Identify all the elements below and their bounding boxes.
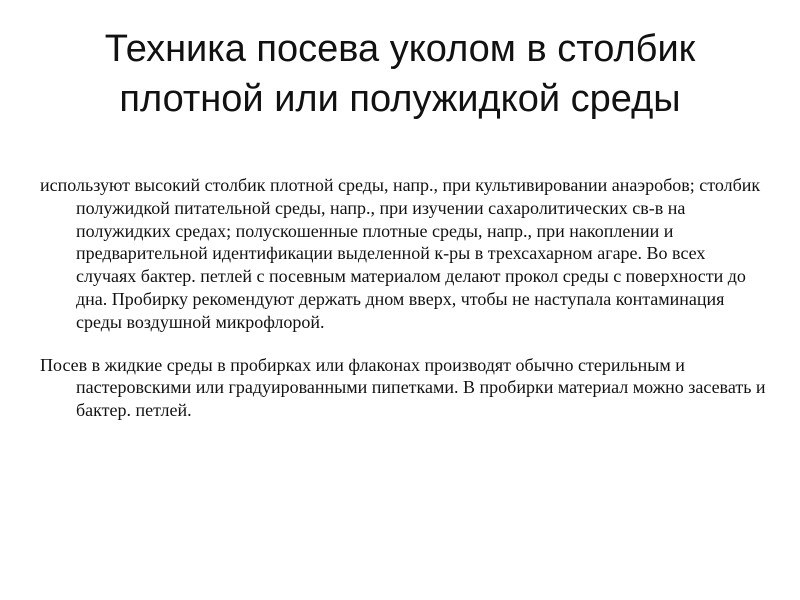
paragraph-stab-inoculation: используют высокий столбик плотной среды, напр., при культивировании анаэробов; столбик полужидкой питательной среды, напр., при изучении сахаролитических св-в на полужидких средах; полускошенные плотные среды, напр., при накоплении и предварительной идентификации выделенной к-ры в трехсахарном агаре. Во всех случаях бактер. петлей с посевным материалом делают прокол среды с поверхности до дна. Пробирку рекомендуют держать дном вверх, чтобы не наступала контаминация среды воздушной микрофлорой. [40,175,761,332]
slide-title-line-2: плотной или полужидкой среды [119,78,681,120]
paragraph-liquid-media: Посев в жидкие среды в пробирках или флаконах производят обычно стерильным и пастеровскими или градуированными пипетками. В пробирки материал можно засевать и бактер. петлей. [40,354,766,421]
slide-title [40,24,760,124]
slide-title-line-1: Техника посева уколом в столбик [104,28,696,70]
slide-body [40,174,770,442]
